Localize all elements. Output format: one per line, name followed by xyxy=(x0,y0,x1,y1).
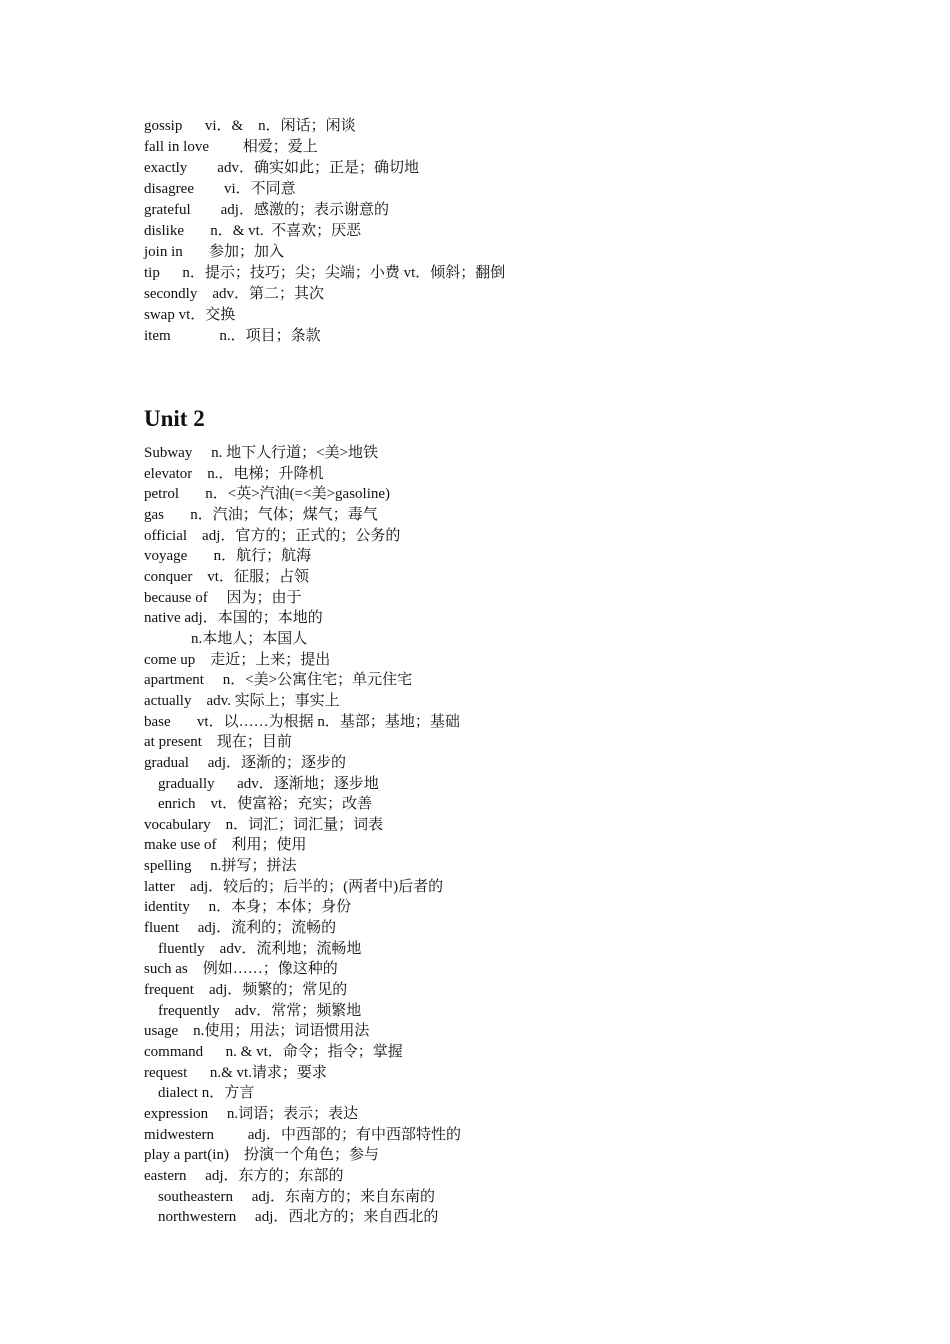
vocab-entry: come up 走近；上来；提出 xyxy=(144,651,331,668)
unit1-vocabulary-list xyxy=(144,116,505,347)
vocab-entry: item n.．项目；条款 xyxy=(144,328,321,344)
vocab-entry: southeastern adj．东南方的；来自东南的 xyxy=(158,1188,436,1205)
vocab-entry: identity n．本身；本体；身份 xyxy=(144,899,352,916)
vocab-entry: disagree vi．不同意 xyxy=(144,181,296,197)
vocab-entry: n.本地人；本国人 xyxy=(191,630,308,647)
vocab-entry: play a part(in) 扮演一个角色；参与 xyxy=(144,1147,379,1164)
vocab-entry: voyage n．航行；航海 xyxy=(144,548,312,565)
vocab-entry: join in 参加；加入 xyxy=(144,244,285,260)
vocab-entry: petrol n．<英>汽油(=<美>gasoline) xyxy=(144,486,391,503)
vocab-entry: dislike n．& vt. 不喜欢；厌恶 xyxy=(144,223,362,239)
vocab-entry: fluent adj．流利的；流畅的 xyxy=(144,920,337,937)
vocab-entry: exactly adv．确实如此；正是；确切地 xyxy=(144,160,419,176)
vocab-entry: northwestern adj．西北方的；来自西北的 xyxy=(158,1209,439,1226)
vocab-entry: elevator n.．电梯；升降机 xyxy=(144,465,324,482)
vocab-entry: secondly adv．第二；其次 xyxy=(144,286,324,302)
vocab-entry: swap vt．交换 xyxy=(144,307,236,323)
vocab-entry: enrich vt．使富裕；充实；改善 xyxy=(158,796,373,813)
vocab-entry: eastern adj．东方的；东部的 xyxy=(144,1167,344,1184)
unit-heading: Unit 2 xyxy=(144,406,205,431)
vocab-entry: official adj．官方的；正式的；公务的 xyxy=(144,527,401,544)
vocab-entry: latter adj．较后的；后半的；(两者中)后者的 xyxy=(144,878,444,895)
vocab-entry: fall in love 相爱；爱上 xyxy=(144,139,318,155)
vocab-entry: vocabulary n．词汇；词汇量；词表 xyxy=(144,816,384,833)
vocab-entry: request n.& vt.请求；要求 xyxy=(144,1064,327,1081)
vocab-entry: frequently adv．常常；频繁地 xyxy=(158,1002,362,1019)
vocab-entry: at present 现在；目前 xyxy=(144,734,292,751)
vocab-entry: expression n.词语；表示；表达 xyxy=(144,1106,359,1122)
unit2-vocabulary-list xyxy=(144,443,461,1228)
vocab-entry: fluently adv．流利地；流畅地 xyxy=(158,940,362,957)
vocab-entry: dialect n．方言 xyxy=(158,1085,255,1102)
vocab-entry: gas n．汽油；气体；煤气；毒气 xyxy=(144,506,378,523)
vocab-entry: grateful adj．感激的；表示谢意的 xyxy=(144,202,389,218)
vocab-entry: midwestern adj．中西部的；有中西部特性的 xyxy=(144,1126,462,1143)
vocab-entry: native adj．本国的；本地的 xyxy=(144,610,323,627)
vocab-entry: Subway n. 地下人行道；<美>地铁 xyxy=(144,445,379,461)
vocab-entry: gradual adj．逐渐的；逐步的 xyxy=(144,754,347,771)
vocab-entry: frequent adj．频繁的；常见的 xyxy=(144,982,348,999)
vocab-entry: spelling n.拼写；拼法 xyxy=(144,858,297,875)
vocab-entry: conquer vt．征服；占领 xyxy=(144,568,309,585)
vocab-entry: gradually adv．逐渐地；逐步地 xyxy=(158,775,379,792)
vocab-entry: apartment n．<美>公寓住宅；单元住宅 xyxy=(144,672,413,689)
vocab-entry: actually adv. 实际上；事实上 xyxy=(144,692,340,709)
vocab-entry: command n. & vt．命令；指令；掌握 xyxy=(144,1044,403,1061)
vocab-entry: base vt．以……为根据 n．基部；基地；基础 xyxy=(144,713,460,730)
vocab-entry: usage n.使用；用法；词语惯用法 xyxy=(144,1023,370,1040)
vocab-entry: tip n．提示；技巧；尖；尖端；小费 vt．倾斜；翻倒 xyxy=(144,265,506,281)
vocab-entry: make use of 利用；使用 xyxy=(144,837,307,854)
vocab-entry: gossip vi．& n．闲话；闲谈 xyxy=(144,118,356,134)
vocab-entry: such as 例如……；像这种的 xyxy=(144,961,338,978)
vocab-entry: because of 因为；由于 xyxy=(144,589,302,606)
